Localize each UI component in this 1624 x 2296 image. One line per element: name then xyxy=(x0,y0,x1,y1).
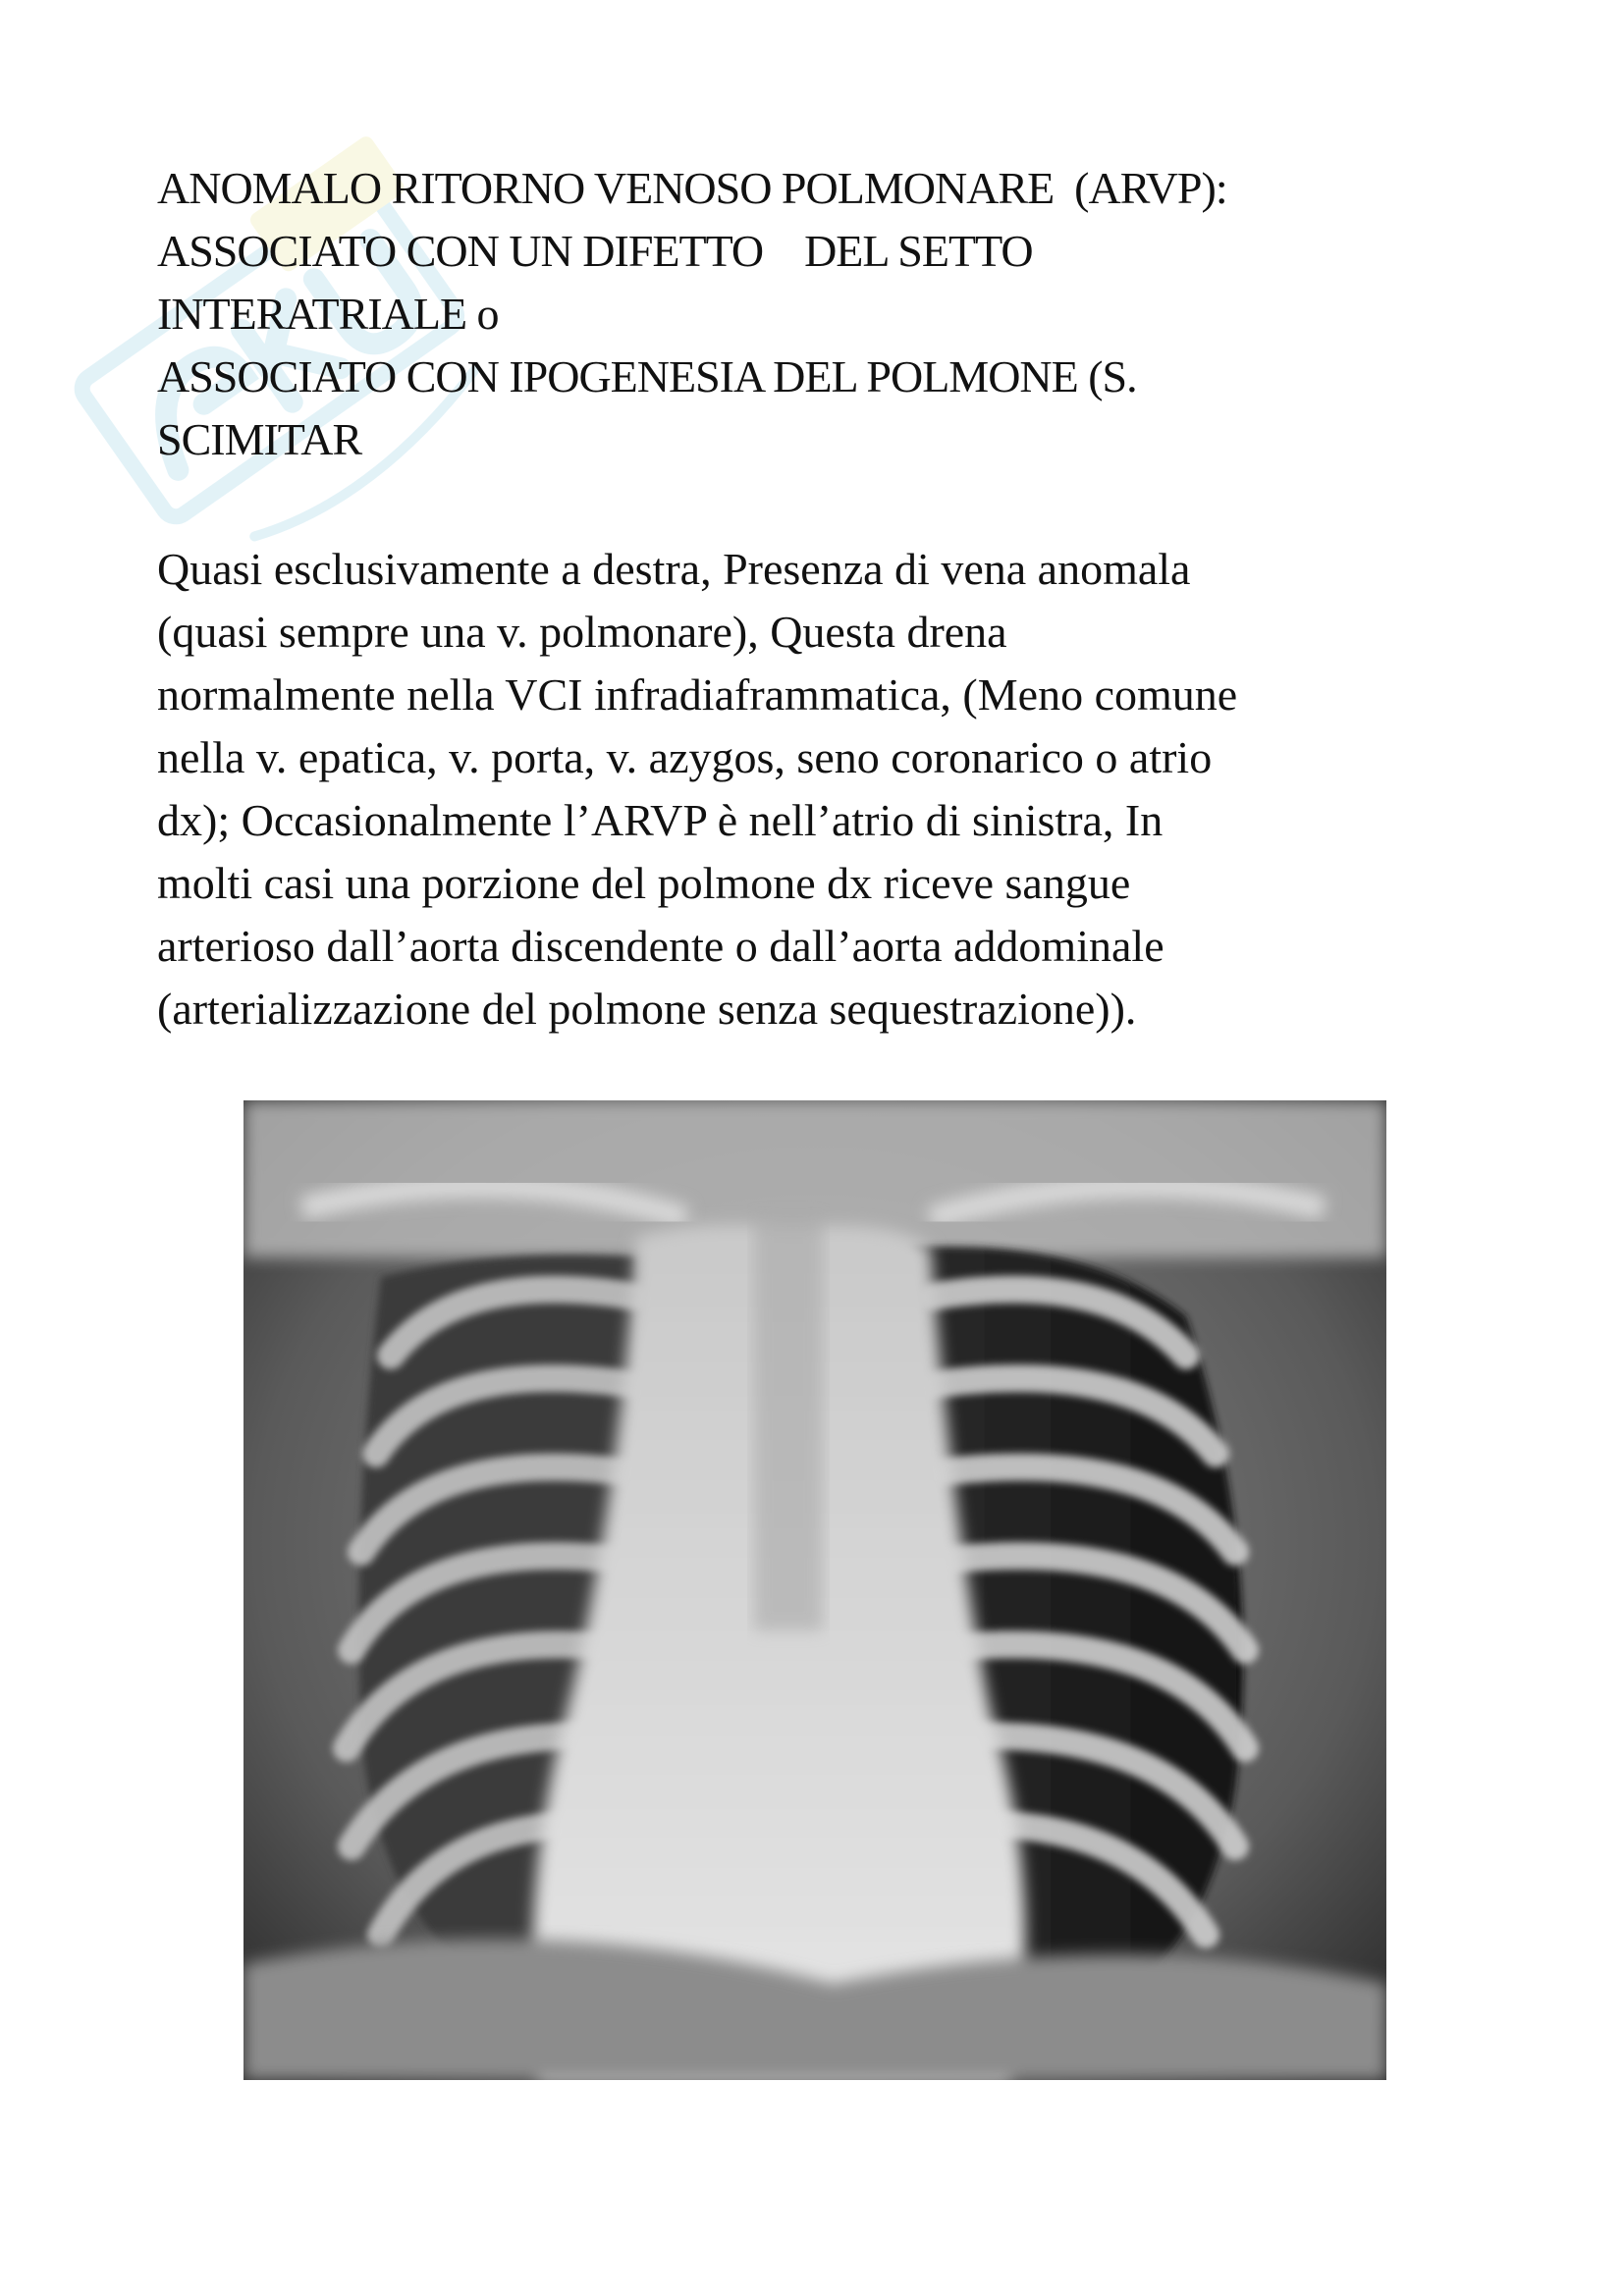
body-line: Quasi esclusivamente a destra, Presenza di vena anomala xyxy=(157,544,1191,594)
body-line: (quasi sempre una v. polmonare), Questa drena xyxy=(157,607,1007,657)
body-line: arterioso dall’aorta discendente o dall’aorta addominale xyxy=(157,921,1164,971)
heading-line: SCIMITAR xyxy=(157,414,362,464)
body-line: normalmente nella VCI infradiaframmatica, (Meno comune xyxy=(157,669,1238,720)
chest-xray-image xyxy=(244,1100,1386,2080)
body-line: nella v. epatica, v. porta, v. azygos, seno coronarico o atrio xyxy=(157,732,1213,782)
body-line: (arterializzazione del polmone senza sequestrazione)). xyxy=(157,984,1137,1034)
heading-line: INTERATRIALE o xyxy=(157,289,499,339)
body-line: molti casi una porzione del polmone dx riceve sangue xyxy=(157,858,1131,908)
heading-line: ASSOCIATO CON IPOGENESIA DEL POLMONE (S. xyxy=(157,351,1137,401)
document-heading xyxy=(157,157,1512,471)
heading-line: ASSOCIATO CON UN DIFETTO DEL SETTO xyxy=(157,226,1033,276)
body-line: dx); Occasionalmente l’ARVP è nell’atrio di sinistra, In xyxy=(157,795,1164,845)
body-paragraph xyxy=(157,538,1512,1041)
heading-line: ANOMALO RITORNO VENOSO POLMONARE (ARVP): xyxy=(157,163,1227,213)
